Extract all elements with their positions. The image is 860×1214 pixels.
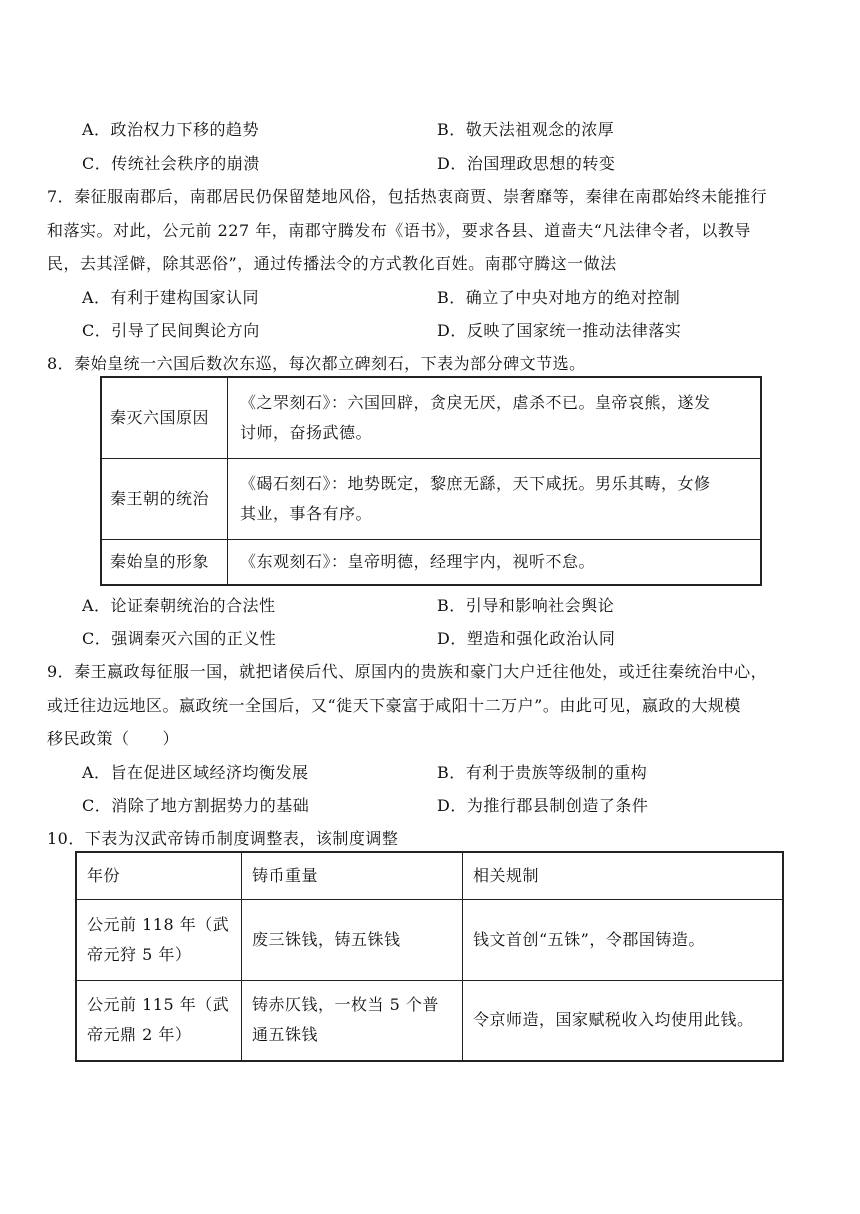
q7-stem-line3: 民，去其淫僻，除其恶俗”，通过传播法令的方式教化百姓。南郡守腾这一做法 [47,254,617,273]
q10-stem: 10．下表为汉武帝铸币制度调整表，该制度调整 [47,829,399,848]
q6-option-b: B．敬天法祖观念的浓厚 [437,120,615,139]
q10-cell-line: 帝元狩 5 年） [87,944,192,964]
table-row [101,458,761,539]
q10-table [75,851,784,1062]
q8-option-b: B．引导和影响社会舆论 [437,596,615,615]
q10-header-year: 年份 [76,852,242,899]
q8-row-content [228,458,762,539]
q10-cell-rules: 钱文首创“五铢”，令郡国铸造。 [463,899,784,980]
q8-row-line: 讨师，奋扬武德。 [240,422,373,442]
q8-row-line: 《碣石刻石》：地势既定，黎庶无繇，天下咸抚。男乐其畴，女修 [240,473,711,493]
q6-option-a: A．政治权力下移的趋势 [82,120,260,139]
q8-option-c: C．强调秦灭六国的正义性 [82,629,277,648]
q7-option-d: D．反映了国家统一推动法律落实 [437,321,682,340]
q7-option-b: B．确立了中央对地方的绝对控制 [437,288,681,307]
q10-header-weight: 铸币重量 [242,852,463,899]
q6-option-c: C．传统社会秩序的崩溃 [82,154,260,173]
table-row [76,980,783,1061]
q10-cell-year [76,980,242,1061]
q8-row-line: 其业，事各有序。 [240,503,373,523]
q8-row-line: 《东观刻石》：皇帝明德，经理宇内，视听不怠。 [240,551,596,571]
q9-option-d: D．为推行郡县制创造了条件 [437,796,649,815]
q10-header-rules: 相关规制 [463,852,784,899]
q10-cell-line: 铸赤仄钱，一枚当 5 个普 [252,995,439,1015]
q8-row-content [228,377,762,458]
q10-cell-year [76,899,242,980]
q9-stem-line1: 9．秦王嬴政每征服一国，就把诸侯后代、原国内的贵族和豪门大户迁往他处，或迁往秦统治中心， [47,662,768,681]
q8-row-content [228,539,762,585]
q10-cell-weight [242,980,463,1061]
q9-option-c: C．消除了地方割据势力的基础 [82,796,310,815]
q7-stem-line2: 和落实。对此，公元前 227 年，南郡守腾发布《语书》，要求各县、道啬夫“凡法律令者，以教导 [47,221,751,240]
q8-row-header: 秦灭六国原因 [101,377,228,458]
table-row [101,377,761,458]
q9-stem-line3: 移民政策（ ） [47,729,180,748]
q10-cell-line: 公元前 118 年（武 [87,914,230,934]
q6-option-d: D．治国理政思想的转变 [437,154,616,173]
q10-cell-weight [242,899,463,980]
q7-stem-line1: 7．秦征服南郡后，南郡居民仍保留楚地风俗，包括热衷商贾、崇奢靡等，秦律在南郡始终未能推行 [47,187,768,206]
q10-cell-line: 通五铢钱 [252,1025,319,1045]
q8-stem: 8．秦始皇统一六国后数次东巡，每次都立碑刻石，下表为部分碑文节选。 [47,354,586,373]
q8-row-header: 秦王朝的统治 [101,458,228,539]
q9-stem-line2: 或迁往边远地区。嬴政统一全国后，又“徙天下豪富于咸阳十二万户”。由此可见，嬴政的大规模 [47,696,741,715]
q9-option-b: B．有利于贵族等级制的重构 [437,763,648,782]
table-header-row [76,852,783,899]
q8-row-line: 《之罘刻石》：六国回辟，贪戾无厌，虐杀不已。皇帝哀熊，遂发 [240,392,711,412]
q10-cell-rules: 令京师造，国家赋税收入均使用此钱。 [463,980,784,1061]
q10-cell-line: 帝元鼎 2 年） [87,1025,192,1045]
q7-option-a: A．有利于建构国家认同 [82,288,260,307]
q9-option-a: A．旨在促进区域经济均衡发展 [82,763,309,782]
table-row [76,899,783,980]
q8-option-a: A．论证秦朝统治的合法性 [82,596,276,615]
q10-cell-line: 公元前 115 年（武 [87,995,230,1015]
q10-cell-line: 废三铢钱，铸五铢钱 [252,929,401,949]
table-row [101,539,761,585]
q8-row-header: 秦始皇的形象 [101,539,228,585]
q8-table [100,376,762,586]
q7-option-c: C．引导了民间舆论方向 [82,321,260,340]
q8-option-d: D．塑造和强化政治认同 [437,629,616,648]
